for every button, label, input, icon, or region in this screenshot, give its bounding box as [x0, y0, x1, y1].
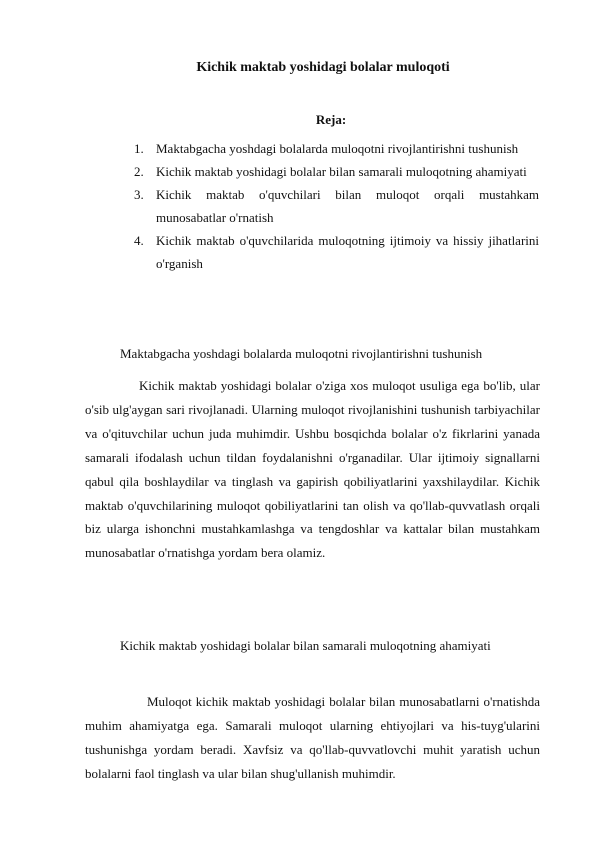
body-paragraph: Kichik maktab yoshidagi bolalar o'ziga xos muloqot usuliga ega bo'lib, ular o'sib ulg'aygan sari rivojlanadi. Ularning muloqot rivojlanishini tushunish tarbiyachilar va o'qituvchilar uchun juda muhimdir. Ushbu bosqichda bolalar o'z fikrlarini yanada samarali ifodalash uchun tildan foydalanishni o'rganadilar. Ular ijtimoiy signallarni qabul qila boshlaydilar va tinglash va gapirish qobiliyatlarini yaxshilaydilar. Kichik maktab o'quvchilarining muloqot qobiliyatlarini tan olish va qo'llab-quvvatlash orqali biz ularga ishonchni mustahkamlashga va tengdoshlar va kattalar bilan mustahkam munosabatlar o'rnatishga yordam bera olamiz. [85, 378, 540, 561]
plan-item [134, 229, 539, 275]
plan-list [134, 137, 539, 275]
section-heading: Maktabgacha yoshdagi bolalarda muloqotni rivojlantirishni tushunish [120, 346, 483, 361]
plan-item-text: Maktabgacha yoshdagi bolalarda muloqotni rivojlantirishni tushunish [156, 141, 519, 156]
plan-item-text: Kichik maktab yoshidagi bolalar bilan samarali muloqotning ahamiyati [156, 164, 527, 179]
plan-item [134, 137, 539, 160]
plan-item-number: 2. [134, 164, 144, 179]
section-heading: Kichik maktab yoshidagi bolalar bilan samarali muloqotning ahamiyati [120, 638, 491, 653]
plan-heading: Reja: [315, 112, 347, 127]
plan-item [134, 160, 539, 183]
plan-item-text: Kichik maktab o'quvchilari bilan muloqot orqali mustahkam munosabatlar o'rnatish [156, 187, 539, 225]
plan-item-text: Kichik maktab o'quvchilarida muloqotning ijtimoiy va hissiy jihatlarini o'rganish [156, 233, 539, 271]
plan-item-number: 3. [134, 187, 144, 202]
plan-item-number: 1. [134, 141, 144, 156]
body-paragraph: Muloqot kichik maktab yoshidagi bolalar bilan munosabatlarni o'rnatishda muhim ahamiyatga ega. Samarali muloqot ularning ehtiyojlari va his-tuyg'ularini tushunishga yordam beradi. Xavfsiz va qo'llab-quvvatlovchi muhit yaratish uchun bolalarni faol tinglash va ular bilan shug'ullanish muhimdir. [85, 694, 540, 781]
plan-item [134, 183, 539, 229]
plan-item-number: 4. [134, 233, 144, 248]
document-title: Kichik maktab yoshidagi bolalar muloqoti [196, 60, 450, 75]
